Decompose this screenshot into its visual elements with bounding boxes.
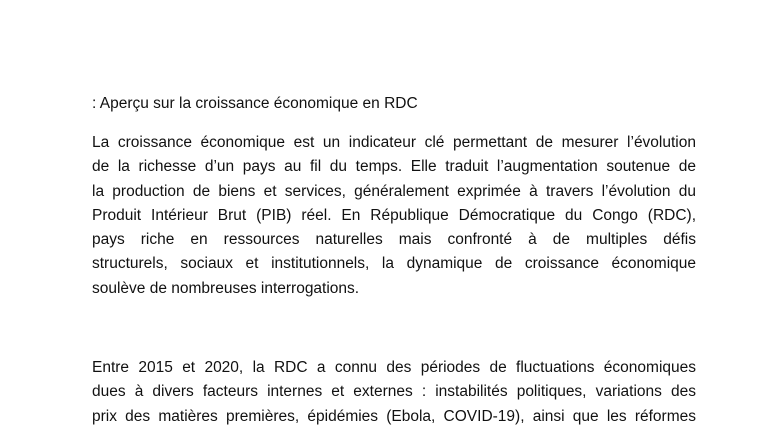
paragraph-intro: [92, 131, 696, 301]
paragraph-line: Entre 2015 et 2020, la RDC a connu des périodes de fluctuations économiques: [92, 359, 696, 376]
paragraph-period: [92, 356, 696, 429]
section-heading: : Aperçu sur la croissance économique en RDC: [92, 95, 418, 112]
paragraph-line: de la richesse d’un pays au fil du temps. Elle traduit l’augmentation soutenue de: [92, 158, 696, 176]
paragraph-line: La croissance économique est un indicateur clé permettant de mesurer l’évolution: [92, 134, 696, 151]
paragraph-line: prix des matières premières, épidémies (Ebola, COVID-19), ainsi que les réformes: [92, 407, 696, 425]
paragraph-line: pays riche en ressources naturelles mais confronté à de multiples défis: [92, 231, 696, 249]
paragraph-line: soulève de nombreuses interrogations.: [92, 279, 360, 297]
paragraph-line: structurels, sociaux et institutionnels, la dynamique de croissance économique: [92, 255, 696, 273]
paragraph-line: Produit Intérieur Brut (PIB) réel. En République Démocratique du Congo (RDC),: [92, 206, 696, 224]
paragraph-line: dues à divers facteurs internes et externes : instabilités politiques, variations des: [92, 383, 696, 401]
paragraph-line: la production de biens et services, généralement exprimée à travers l’évolution du: [92, 182, 696, 200]
